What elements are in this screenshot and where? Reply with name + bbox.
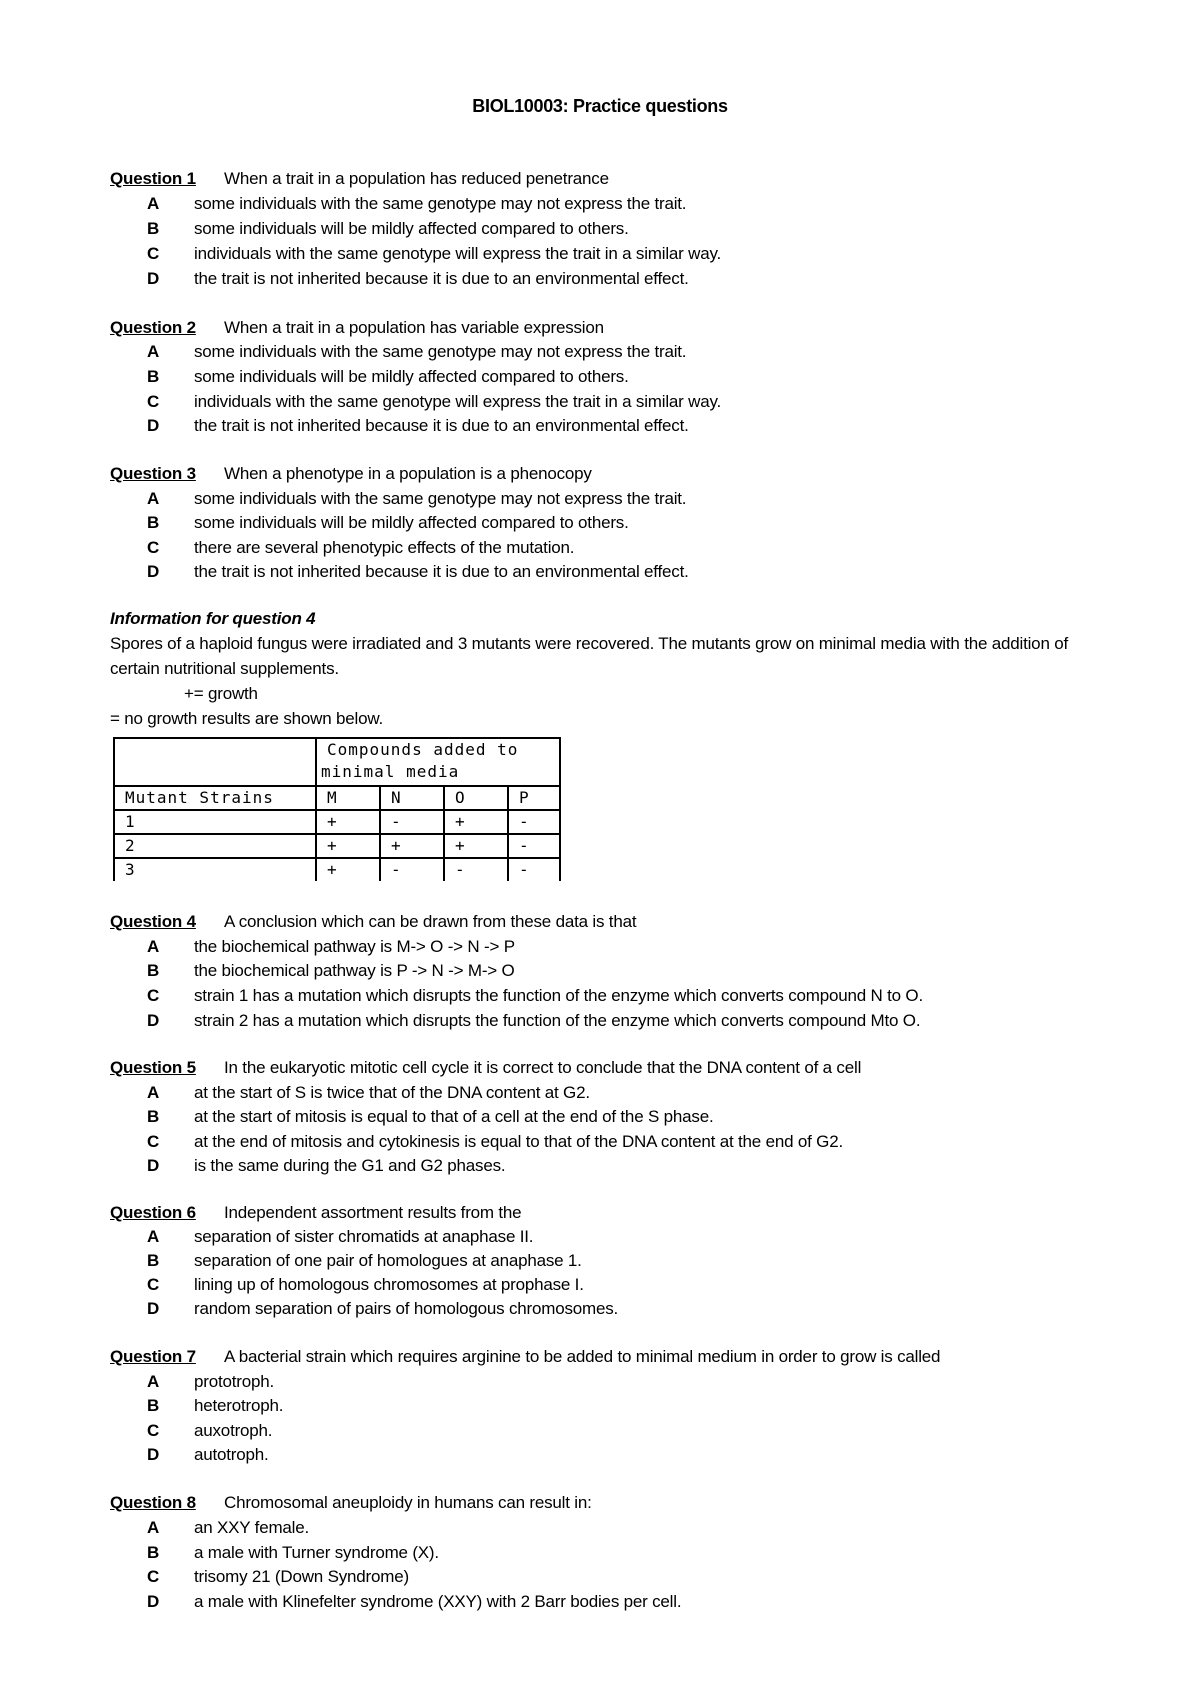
question-8	[110, 1492, 592, 1514]
option-letter: A	[147, 1083, 160, 1102]
option-text: a male with Klinefelter syndrome (XXY) with 2 Barr bodies per cell.	[194, 1592, 682, 1611]
option-letter: D	[147, 1011, 160, 1030]
question-stem: When a phenotype in a population is a phenocopy	[224, 464, 592, 483]
value-cell: +	[316, 834, 380, 858]
option-text: an XXY female.	[194, 1518, 310, 1537]
option-letter: D	[147, 1299, 160, 1318]
column-header-cell: O	[444, 786, 508, 810]
option-text: at the start of S is twice that of the DNA content at G2.	[194, 1083, 590, 1102]
option-letter: D	[147, 1445, 160, 1464]
option-letter: A	[147, 489, 160, 508]
option-letter: C	[147, 986, 160, 1005]
option-letter: B	[147, 513, 160, 532]
option-text: lining up of homologous chromosomes at prophase I.	[194, 1275, 584, 1294]
option-letter: B	[147, 1251, 160, 1270]
option-text: some individuals with the same genotype may not express the trait.	[194, 342, 687, 361]
option-text: strain 1 has a mutation which disrupts the function of the enzyme which converts compound N to O.	[194, 986, 923, 1005]
value-cell: +	[380, 834, 444, 858]
option-letter: B	[147, 1107, 160, 1126]
value-cell: -	[508, 810, 560, 834]
strain-cell: 2	[114, 834, 316, 858]
table-row	[114, 858, 560, 881]
value-cell: -	[380, 810, 444, 834]
page-title: BIOL10003: Practice questions	[472, 96, 728, 116]
value-cell: -	[444, 858, 508, 881]
option-letter: B	[147, 961, 160, 980]
option-letter: D	[147, 269, 160, 288]
option-text: trisomy 21 (Down Syndrome)	[194, 1567, 409, 1586]
option-text: is the same during the G1 and G2 phases.	[194, 1156, 506, 1175]
growth-table	[113, 737, 561, 881]
option-letter: A	[147, 342, 160, 361]
option-letter: B	[147, 1543, 160, 1562]
value-cell: -	[508, 858, 560, 881]
column-header-cell: P	[508, 786, 560, 810]
table-row	[114, 810, 560, 834]
legend-no-growth: = no growth results are shown below.	[110, 709, 383, 728]
question-6	[110, 1202, 521, 1224]
question-stem: When a trait in a population has variable expression	[224, 318, 604, 337]
column-header-cell: N	[380, 786, 444, 810]
legend-growth: += growth	[184, 684, 258, 703]
compounds-header	[316, 738, 560, 786]
compounds-header-line: minimal media	[321, 762, 460, 781]
option-letter: C	[147, 1567, 160, 1586]
question-stem: In the eukaryotic mitotic cell cycle it is correct to conclude that the DNA content of a cell	[224, 1058, 862, 1077]
option-text: some individuals will be mildly affected compared to others.	[194, 513, 629, 532]
option-letter: A	[147, 1372, 160, 1391]
value-cell: +	[316, 810, 380, 834]
value-cell: -	[380, 858, 444, 881]
question-label: Question 1	[110, 169, 196, 188]
option-text: at the start of mitosis is equal to that of a cell at the end of the S phase.	[194, 1107, 714, 1126]
question-1	[110, 168, 609, 190]
question-label: Question 7	[110, 1347, 196, 1366]
option-text: the trait is not inherited because it is due to an environmental effect.	[194, 416, 689, 435]
option-letter: C	[147, 1275, 160, 1294]
value-cell: -	[508, 834, 560, 858]
value-cell: +	[316, 858, 380, 881]
option-text: separation of one pair of homologues at anaphase 1.	[194, 1251, 582, 1270]
question-stem: Independent assortment results from the	[224, 1203, 522, 1222]
option-letter: D	[147, 562, 160, 581]
option-letter: C	[147, 1421, 160, 1440]
option-letter: A	[147, 937, 160, 956]
option-letter: A	[147, 1518, 160, 1537]
option-text: auxotroph.	[194, 1421, 273, 1440]
option-letter: D	[147, 1156, 160, 1175]
option-text: the trait is not inherited because it is due to an environmental effect.	[194, 562, 689, 581]
option-text: the biochemical pathway is P -> N -> M-> O	[194, 961, 515, 980]
option-text: heterotroph.	[194, 1396, 284, 1415]
question-stem: A conclusion which can be drawn from these data is that	[224, 912, 637, 931]
option-letter: A	[147, 1227, 160, 1246]
info-title: Information for question 4	[110, 609, 316, 628]
question-stem: A bacterial strain which requires arginine to be added to minimal medium in order to grow is called	[224, 1347, 941, 1366]
option-text: some individuals with the same genotype may not express the trait.	[194, 194, 687, 213]
question-2	[110, 317, 604, 339]
option-text: random separation of pairs of homologous chromosomes.	[194, 1299, 619, 1318]
column-header-cell: M	[316, 786, 380, 810]
question-3	[110, 463, 592, 485]
question-label: Question 2	[110, 318, 196, 337]
strain-cell: 1	[114, 810, 316, 834]
option-letter: B	[147, 367, 160, 386]
option-letter: B	[147, 1396, 160, 1415]
question-label: Question 8	[110, 1493, 196, 1512]
row-header-cell: Mutant Strains	[114, 786, 316, 810]
question-label: Question 5	[110, 1058, 196, 1077]
option-letter: A	[147, 194, 160, 213]
option-text: there are several phenotypic effects of the mutation.	[194, 538, 575, 557]
option-text: some individuals will be mildly affected compared to others.	[194, 219, 629, 238]
table-header-row	[114, 738, 560, 786]
value-cell: +	[444, 810, 508, 834]
option-letter: D	[147, 416, 160, 435]
option-text: some individuals will be mildly affected compared to others.	[194, 367, 629, 386]
option-text: the biochemical pathway is M-> O -> N -> P	[194, 937, 515, 956]
table-column-row	[114, 786, 560, 810]
option-letter: D	[147, 1592, 160, 1611]
option-text: separation of sister chromatids at anaphase II.	[194, 1227, 534, 1246]
strain-cell: 3	[114, 858, 316, 881]
question-label: Question 6	[110, 1203, 196, 1222]
question-label: Question 4	[110, 912, 196, 931]
question-5	[110, 1057, 861, 1079]
value-cell: +	[444, 834, 508, 858]
option-text: strain 2 has a mutation which disrupts the function of the enzyme which converts compound Mto O.	[194, 1011, 921, 1030]
question-7	[110, 1346, 940, 1368]
question-4	[110, 911, 636, 933]
info-paragraph-line: Spores of a haploid fungus were irradiated and 3 mutants were recovered. The mutants grow on minimal media with the addition of	[110, 634, 1068, 653]
question-label: Question 3	[110, 464, 196, 483]
option-text: the trait is not inherited because it is due to an environmental effect.	[194, 269, 689, 288]
option-text: some individuals with the same genotype may not express the trait.	[194, 489, 687, 508]
option-text: at the end of mitosis and cytokinesis is equal to that of the DNA content at the end of G2.	[194, 1132, 843, 1151]
option-letter: C	[147, 244, 160, 263]
info-paragraph-line: certain nutritional supplements.	[110, 659, 339, 678]
option-text: a male with Turner syndrome (X).	[194, 1543, 439, 1562]
option-text: individuals with the same genotype will express the trait in a similar way.	[194, 392, 722, 411]
option-letter: C	[147, 538, 160, 557]
option-text: autotroph.	[194, 1445, 269, 1464]
option-letter: C	[147, 1132, 160, 1151]
compounds-header-line: Compounds added to	[327, 740, 519, 759]
option-text: individuals with the same genotype will express the trait in a similar way.	[194, 244, 722, 263]
option-letter: B	[147, 219, 160, 238]
question-stem: When a trait in a population has reduced penetrance	[224, 169, 609, 188]
table-row	[114, 834, 560, 858]
option-text: prototroph.	[194, 1372, 275, 1391]
table-corner-cell	[114, 738, 316, 786]
option-letter: C	[147, 392, 160, 411]
question-stem: Chromosomal aneuploidy in humans can result in:	[224, 1493, 592, 1512]
